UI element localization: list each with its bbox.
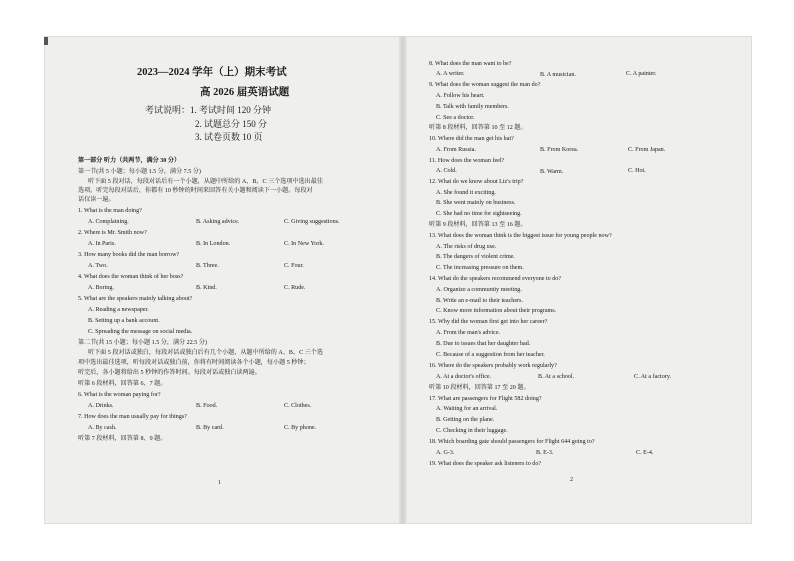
question-1-option-a: A. Complaining. [88,219,129,225]
question-2-option-a: A. In Paris. [88,241,116,247]
question-11-option-c: C. Hot. [628,168,646,174]
page-number: 2 [570,477,573,483]
question-12-option-c: C. She had no time for sightseeing. [436,211,522,217]
exam-note-2: 2. 试题总分 150 分 [195,119,268,129]
question-4-stem: 4. What does the woman think of her boss? [78,274,184,280]
question-8-stem: 8. What does the man want to be? [429,61,512,67]
question-17-stem: 17. What are passengers for Flight 582 doing? [429,396,542,402]
page-number: 1 [218,480,221,486]
question-13-option-b: B. The dangers of violent crime. [436,254,515,260]
listen-instruction-9: 听第 9 段材料，回答第 13 至 16 题。 [429,222,527,228]
question-8-option-b: B. A musician. [540,72,576,78]
part2-instructions-3: 听完后，各小题将给出 5 秒钟的作答时间。每段对话或独白读两遍。 [78,370,261,376]
question-17-option-a: A. Waiting for an arrival. [436,406,498,412]
question-15-option-c: C. Because of a suggestion from her teacher. [436,352,545,358]
listen-instruction-10: 听第 10 段材料，回答第 17 至 20 题。 [429,385,530,391]
question-16-option-c: C. At a factory. [634,374,672,380]
page-2 [424,36,754,524]
question-5-option-c: C. Spreading the message on social media. [88,329,193,335]
question-15-option-a: A. From the man's advice. [436,330,501,336]
question-5-option-b: B. Setting up a bank account. [88,318,160,324]
question-10-option-b: B. From Korea. [540,147,579,153]
section-heading: 第一部分 听力（共两节，满分 30 分） [78,158,181,164]
part2-instructions-1: 听下面 5 段对话或独白，每段对话或独白后有几个小题，从题中所给的 A、B、C 三个选 [88,350,323,356]
question-4-option-c: C. Rude. [284,285,306,291]
question-9-option-c: C. See a doctor. [436,115,475,121]
part1-instructions-1: 听下面 5 段对话，每段对话后有一个小题，从题中所给的 A、B、C 三个选项中选出最佳 [88,179,323,185]
question-9-stem: 9. What does the woman suggest the man do? [429,82,541,88]
question-13-stem: 13. What does the woman think is the biggest issue for young people now? [429,233,612,239]
page-fold [399,36,407,524]
question-3-option-c: C. Four. [284,263,304,269]
question-2-stem: 2. Where is Mr. Smith now? [78,230,147,236]
part2-heading: 第二节(共 15 小题；每小题 1.5 分，满分 22.5 分) [78,340,207,346]
question-8-option-a: A. A writer. [436,71,465,77]
question-15-option-b: B. Due to issues that her daughter had. [436,341,531,347]
question-13-option-a: A. The risks of drug use. [436,244,497,250]
question-16-option-b: B. At a school. [538,374,575,380]
question-6-stem: 6. What is the woman paying for? [78,392,161,398]
part2-instructions-2: 项中选出最佳选项，听每段对话或独白前，你将有时间阅读各个小题，每小题 5 秒钟； [78,360,310,366]
question-5-stem: 5. What are the speakers mainly talking about? [78,296,193,302]
question-18-option-b: B. E-3. [536,450,554,456]
listen-instruction-8: 听第 8 段材料，回答第 10 至 12 题。 [429,125,527,131]
question-9-option-a: A. Follow his heart. [436,93,485,99]
question-14-option-c: C. Know more information about their programs. [436,308,557,314]
question-10-option-a: A. From Russia. [436,147,476,153]
question-4-option-a: A. Boring. [88,285,114,291]
question-6-option-a: A. Drinks. [88,403,114,409]
question-1-option-c: C. Giving suggestions. [284,219,340,225]
question-18-option-c: C. E-4. [636,450,654,456]
question-11-option-a: A. Cold. [436,168,457,174]
exam-note-3: 3. 试卷页数 10 页 [195,132,263,142]
question-1-stem: 1. What is the man doing? [78,208,142,214]
question-7-option-b: B. By card. [196,425,224,431]
question-10-stem: 10. Where did the man get his hat? [429,136,514,142]
question-8-option-c: C. A painter. [626,71,657,77]
question-11-stem: 11. How does the woman feel? [429,158,505,164]
question-7-option-c: C. By phone. [284,425,317,431]
question-2-option-b: B. In London. [196,241,231,247]
question-14-stem: 14. What do the speakers recommend everyone to do? [429,276,562,282]
listen-instruction-6: 听第 6 段材料，回答第 6、7 题。 [78,381,167,387]
question-14-option-a: A. Organize a community meeting. [436,287,522,293]
listen-instruction-7: 听第 7 段材料，回答第 8、9 题。 [78,436,167,442]
part1-instructions-3: 话仅读一遍。 [78,197,115,203]
question-18-stem: 18. Which boarding gate should passengers for Flight 644 going to? [429,439,595,445]
question-2-option-c: C. In New York. [284,241,324,247]
question-16-option-a: A. At a doctor's office. [436,374,492,380]
question-12-stem: 12. What do we know about Liz's trip? [429,179,524,185]
subject-title: 高 2026 届英语试题 [200,87,290,98]
question-17-option-b: B. Getting on the plane. [436,417,495,423]
part1-heading: 第一节(共 5 小题；每小题 1.5 分，满分 7.5 分) [78,169,201,175]
page-1 [78,36,396,524]
question-6-option-b: B. Food. [196,403,218,409]
question-3-stem: 3. How many books did the man borrow? [78,252,180,258]
question-9-option-b: B. Talk with family members. [436,104,509,110]
question-18-option-a: A. G-3. [436,450,455,456]
question-5-option-a: A. Reading a newspaper. [88,307,149,313]
question-12-option-a: A. She found it exciting. [436,190,496,196]
exam-title: 2023—2024 学年（上）期末考试 [137,67,287,78]
question-15-stem: 15. Why did the woman first get into her career? [429,319,548,325]
question-3-option-b: B. Three. [196,263,219,269]
question-7-stem: 7. How does the man usually pay for things? [78,414,187,420]
question-17-option-c: C. Checking in their luggage. [436,428,508,434]
question-16-stem: 16. Where do the speakers probably work regularly? [429,363,557,369]
question-4-option-b: B. Kind. [196,285,217,291]
question-3-option-a: A. Two. [88,263,108,269]
exam-note-1: 考试说明：1. 考试时间 120 分钟 [145,105,272,115]
question-19-stem: 19. What does the speaker ask listeners to do? [429,461,542,467]
question-1-option-b: B. Asking advice. [196,219,240,225]
question-12-option-b: B. She went mainly on business. [436,200,516,206]
question-6-option-c: C. Clothes. [284,403,312,409]
question-7-option-a: A. By cash. [88,425,117,431]
part1-instructions-2: 选项。听完每段对话后，你都有 10 秒钟的时间来回答有关小题和阅读下一小题。每段对 [78,188,313,194]
question-13-option-c: C. The increasing pressure on them. [436,265,524,271]
binding-mark [44,37,48,45]
question-11-option-b: B. Warm. [540,169,564,175]
question-14-option-b: B. Write an e-mail to their teachers. [436,298,523,304]
question-10-option-c: C. From Japan. [628,147,666,153]
